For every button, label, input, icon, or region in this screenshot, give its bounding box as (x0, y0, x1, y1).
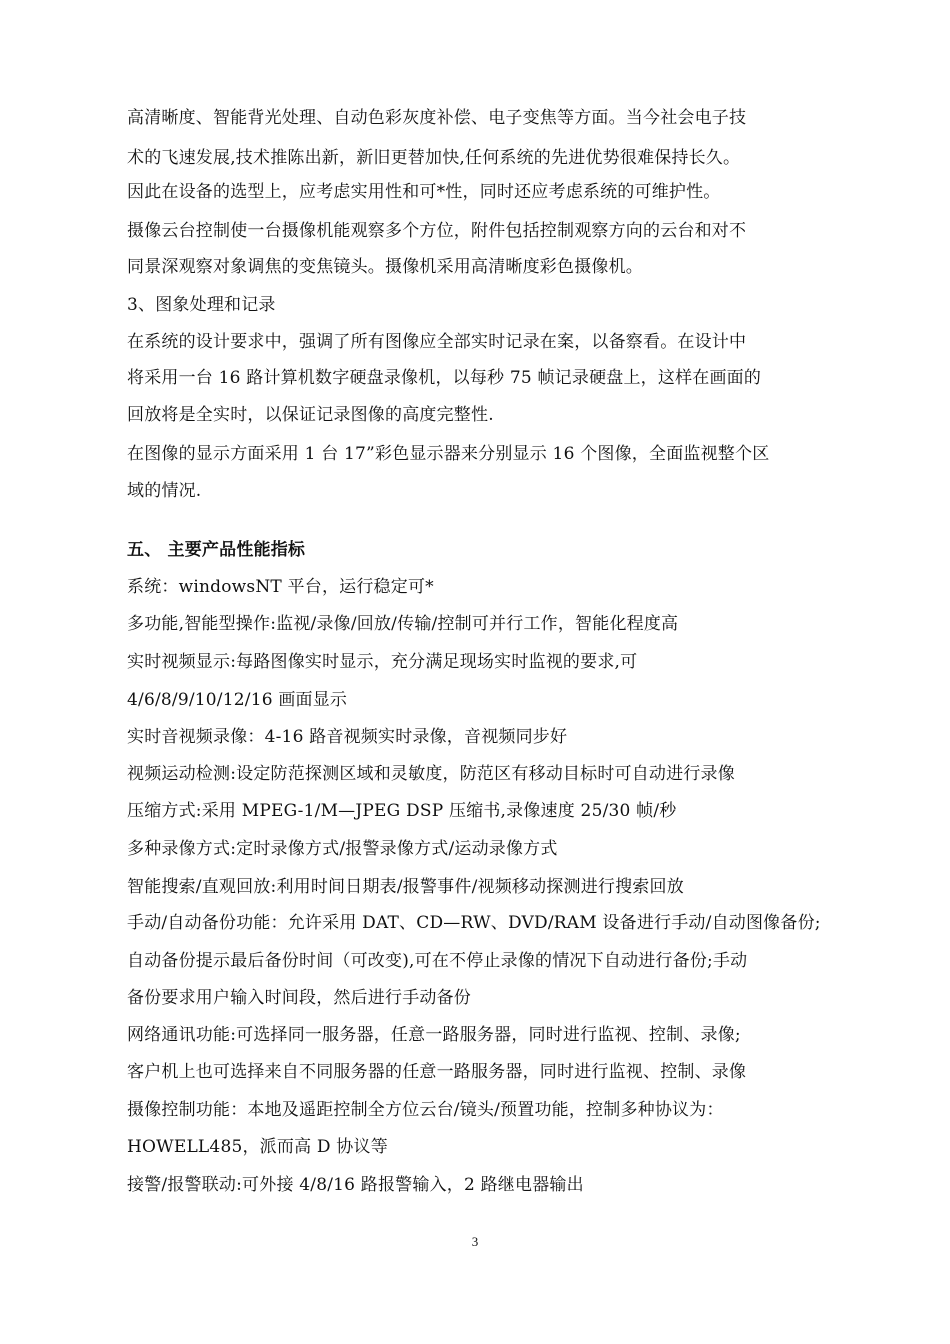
spec-line: 智能搜索/直观回放:利用时间日期表/报警事件/视频移动探测进行搜索回放 (127, 877, 684, 897)
spec-line: 摄像控制功能：本地及遥距控制全方位云台/镜头/预置功能，控制多种协议为： (127, 1100, 724, 1120)
paragraph-line: 同景深观察对象调焦的变焦镜头。摄像机采用高清晰度彩色摄像机。 (127, 257, 643, 277)
spec-line: 自动备份提示最后备份时间（可改变),可在不停止录像的情况下自动进行备份;手动 (127, 951, 748, 971)
spec-line: 备份要求用户输入时间段，然后进行手动备份 (127, 988, 471, 1008)
spec-line: 视频运动检测:设定防范探测区域和灵敏度，防范区有移动目标时可自动进行录像 (127, 764, 735, 784)
spec-line: 实时音视频录像：4-16 路音视频实时录像，音视频同步好 (127, 727, 568, 747)
spec-line: HOWELL485，派而高 D 协议等 (127, 1137, 388, 1157)
spec-line: 系统：windowsNT 平台，运行稳定可* (127, 577, 434, 597)
spec-line: 4/6/8/9/10/12/16 画面显示 (127, 690, 348, 710)
spec-line: 接警/报警联动:可外接 4/8/16 路报警输入，2 路继电器输出 (127, 1175, 584, 1195)
paragraph-line: 在系统的设计要求中，强调了所有图像应全部实时记录在案，以备察看。在设计中 (127, 332, 747, 352)
spec-line: 手动/自动备份功能：允许采用 DAT、CD—RW、DVD/RAM 设备进行手动/自动图像备份; (127, 913, 821, 933)
spec-line: 实时视频显示:每路图像实时显示，充分满足现场实时监视的要求,可 (127, 652, 638, 672)
spec-line: 多种录像方式:定时录像方式/报警录像方式/运动录像方式 (127, 839, 558, 859)
paragraph-line: 在图像的显示方面采用 1 台 17”彩色显示器来分别显示 16 个图像，全面监视整个区 (127, 444, 770, 464)
paragraph-line: 高清晰度、智能背光处理、自动色彩灰度补偿、电子变焦等方面。当今社会电子技 (127, 108, 747, 128)
paragraph-line: 因此在设备的选型上，应考虑实用性和可*性，同时还应考虑系统的可维护性。 (127, 182, 721, 202)
spec-line: 网络通讯功能:可选择同一服务器，任意一路服务器，同时进行监视、控制、录像; (127, 1025, 741, 1045)
page-number: 3 (471, 1234, 479, 1249)
paragraph-line: 域的情况. (127, 481, 202, 501)
spec-line: 客户机上也可选择来自不同服务器的任意一路服务器，同时进行监视、控制、录像 (127, 1062, 747, 1082)
paragraph-line: 摄像云台控制使一台摄像机能观察多个方位，附件包括控制观察方向的云台和对不 (127, 221, 747, 241)
paragraph-line: 将采用一台 16 路计算机数字硬盘录像机，以每秒 75 帧记录硬盘上，这样在画面的 (127, 368, 762, 388)
spec-line: 多功能,智能型操作:监视/录像/回放/传输/控制可并行工作，智能化程度高 (127, 614, 679, 634)
paragraph-line: 术的飞速发展,技术推陈出新，新旧更替加快,任何系统的先进优势很难保持长久。 (127, 148, 741, 168)
paragraph-line: 回放将是全实时，以保证记录图像的高度完整性. (127, 405, 494, 425)
spec-line: 压缩方式:采用 MPEG-1/M—JPEG DSP 压缩书,录像速度 25/30 帧/秒 (127, 801, 677, 821)
subheading: 3、图象处理和记录 (127, 295, 276, 315)
section-heading: 五、 主要产品性能指标 (127, 540, 306, 560)
